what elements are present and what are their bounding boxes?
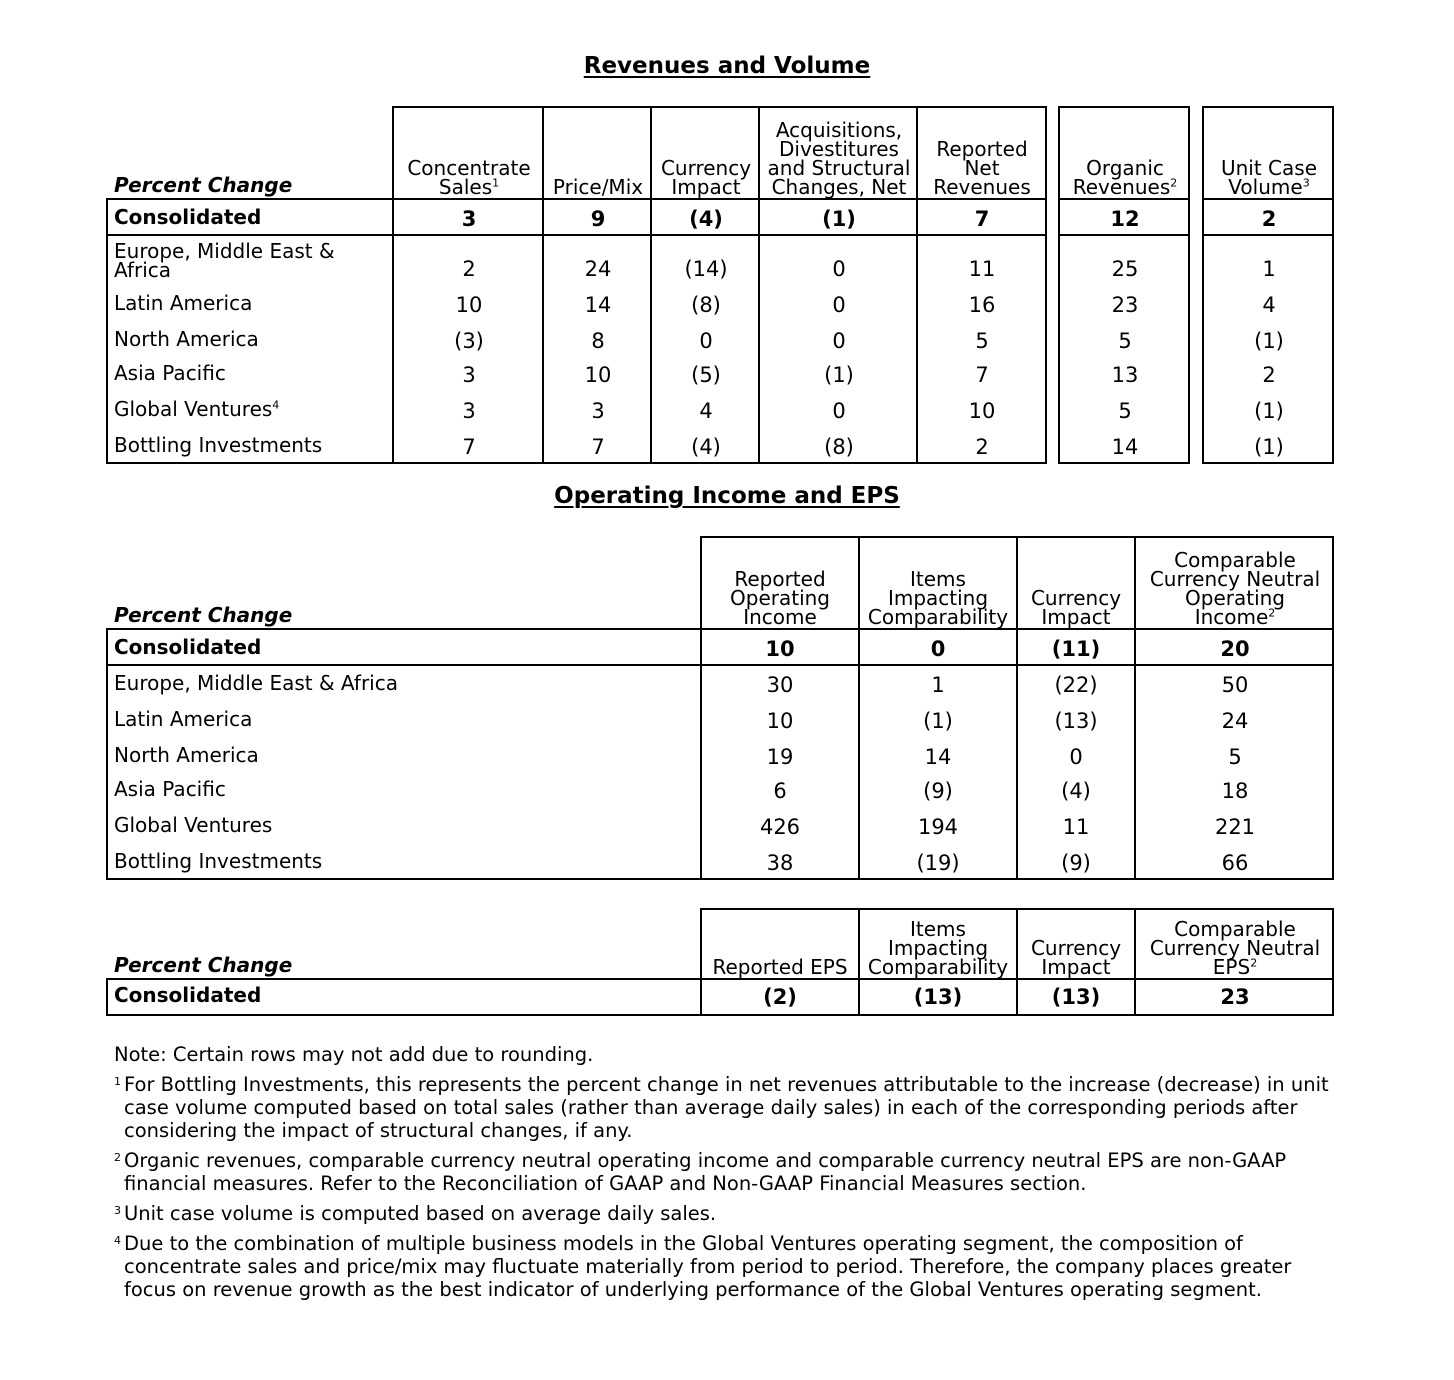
- column-header-line: Impact: [1041, 955, 1111, 979]
- footnote-text: Organic revenues, comparable currency neutral operating income and comparable currency neutral EPS are non-GAAP financial measures. Refer to the Reconciliation of GAAP and Non-GAAP Financial Measures section.: [124, 1149, 1287, 1195]
- table-cell: 14: [1111, 435, 1139, 459]
- row-label-line: Europe, Middle East &: [114, 239, 335, 263]
- column-header-line: and Structural: [767, 156, 911, 180]
- row-label: [114, 671, 398, 695]
- table-cell: (5): [691, 363, 721, 387]
- consolidated-rule: [392, 234, 1047, 236]
- table-cell: (14): [684, 257, 728, 281]
- row-label: [114, 361, 226, 385]
- footnote-mark: 2: [1250, 956, 1258, 970]
- table-cell: 14: [924, 745, 952, 769]
- column-header: [544, 106, 652, 200]
- table-cell: 7: [975, 363, 989, 387]
- table-cell: 2: [1262, 363, 1276, 387]
- table-cell: (9): [1061, 851, 1091, 875]
- table-cell: 7: [462, 435, 476, 459]
- table-cell: 13: [1111, 363, 1139, 387]
- column-header-line: Currency: [1030, 936, 1122, 960]
- table-cell: 19: [766, 745, 794, 769]
- table-cell: 20: [1220, 637, 1250, 661]
- column-header-line: Net: [964, 156, 1000, 180]
- table-cell: 194: [917, 815, 959, 839]
- table-cell: 11: [968, 257, 996, 281]
- row-label-text: Consolidated: [114, 983, 262, 1007]
- table-cell: 50: [1221, 673, 1249, 697]
- table-cell: (13): [913, 985, 963, 1009]
- table-cell: 66: [1221, 851, 1249, 875]
- column-header-line: Items: [910, 567, 966, 591]
- column-header-line: Operating: [1185, 586, 1285, 610]
- row-label-text: Global Ventures$^4$: [114, 397, 280, 421]
- column-header-line: Income$^2$: [1194, 605, 1276, 629]
- row-label-text: Bottling Investments: [114, 849, 323, 873]
- table-cell: 1: [931, 673, 945, 697]
- column-header-line: Impacting: [887, 936, 989, 960]
- column-header-line: Unit Case: [1220, 156, 1317, 180]
- column-header-line: Acquisitions,: [775, 118, 903, 142]
- table-cell: 18: [1221, 779, 1249, 803]
- table-cell: (2): [763, 985, 797, 1009]
- table-cell: 3: [461, 207, 477, 231]
- table-cell: 5: [1118, 399, 1132, 423]
- column-header-line: Income: [743, 605, 817, 629]
- footnote-mark: 2: [1170, 176, 1178, 190]
- column-header-line: Comparable: [1174, 917, 1296, 941]
- column-header-line: Revenues$^2$: [1072, 175, 1178, 199]
- column-header-line: Reported EPS: [712, 955, 848, 979]
- footnote: [114, 1202, 1344, 1225]
- table-cell: 0: [930, 637, 946, 661]
- table-cell: (4): [1061, 779, 1091, 803]
- column-header-line: Price/Mix: [552, 175, 644, 199]
- row-label: [114, 397, 280, 421]
- column-header: [1136, 908, 1334, 980]
- row-label-text: Consolidated: [114, 205, 262, 229]
- table-cell: 0: [832, 257, 846, 281]
- table-cell: 12: [1110, 207, 1140, 231]
- column-header-line: Comparability: [867, 955, 1009, 979]
- row-label: [114, 983, 262, 1007]
- column-header-line: Impacting: [887, 586, 989, 610]
- footnote-mark: 3: [114, 1204, 121, 1217]
- table-cell: (11): [1051, 637, 1101, 661]
- operating-title: Operating Income and EPS: [554, 483, 900, 509]
- table-cell: 0: [1069, 745, 1083, 769]
- column-header-line: Divestitures: [779, 137, 899, 161]
- column-header-line: Reported: [734, 567, 826, 591]
- column-header: [702, 536, 858, 630]
- table-cell: (8): [824, 435, 854, 459]
- table-cell: 38: [766, 851, 794, 875]
- row-label: [114, 205, 262, 229]
- row-label-text: Latin America: [114, 707, 253, 731]
- table-cell: (19): [916, 851, 960, 875]
- footnote-mark: 1: [492, 176, 500, 190]
- column-header-line: Currency: [660, 156, 752, 180]
- row-label: [114, 291, 253, 315]
- table-cell: 10: [765, 637, 795, 661]
- row-label: [114, 707, 253, 731]
- table-cell: 10: [766, 709, 794, 733]
- table-cell: 14: [584, 293, 612, 317]
- column-header-line: Operating: [730, 586, 830, 610]
- table-cell: (9): [923, 779, 953, 803]
- table-cell: 10: [455, 293, 483, 317]
- consolidated-rule: [106, 234, 392, 236]
- row-label-text: Global Ventures: [114, 813, 273, 837]
- table-cell: 23: [1220, 985, 1250, 1009]
- footnote-mark: 3: [1302, 176, 1310, 190]
- table-cell: 6: [773, 779, 787, 803]
- table-cell: 24: [1221, 709, 1249, 733]
- column-header-line: Currency: [1030, 586, 1122, 610]
- row-label: [114, 777, 226, 801]
- table-cell: 10: [968, 399, 996, 423]
- rounding-note: Note: Certain rows may not add due to rounding.: [114, 1043, 594, 1066]
- table-cell: (1): [1254, 329, 1284, 353]
- row-label-text: Europe, Middle East & Africa: [114, 671, 398, 695]
- table-cell: 4: [1262, 293, 1276, 317]
- column-header-line: Currency Neutral: [1149, 936, 1321, 960]
- table-cell: (4): [691, 435, 721, 459]
- row-label: [114, 635, 262, 659]
- table-cell: 3: [591, 399, 605, 423]
- footnote-text: Due to the combination of multiple business models in the Global Ventures operating segment, the composition of concentrate sales and price/mix may fluctuate materially from period to period. Therefore, the company places greater focus on revenue growth as the best indicator of underlying performance of the Global Ventures operating segment.: [124, 1232, 1292, 1301]
- table-cell: 11: [1062, 815, 1090, 839]
- table-cell: (13): [1054, 709, 1098, 733]
- table-cell: 7: [974, 207, 990, 231]
- column-header: [1060, 106, 1190, 200]
- table-cell: 0: [832, 399, 846, 423]
- table-cell: 2: [1261, 207, 1277, 231]
- row-label: [114, 327, 259, 351]
- footnote: [114, 1149, 1344, 1195]
- row-label: [114, 849, 323, 873]
- column-header: [394, 106, 544, 200]
- table-cell: 9: [590, 207, 606, 231]
- row-label-text: North America: [114, 743, 259, 767]
- table-cell: 5: [1228, 745, 1242, 769]
- footnote: [114, 1232, 1344, 1301]
- column-header: [702, 908, 858, 980]
- table-cell: 23: [1111, 293, 1139, 317]
- consolidated-rule: [1058, 234, 1190, 236]
- column-header-line: Concentrate: [407, 156, 531, 180]
- row-label: [114, 433, 323, 457]
- footnote: [114, 1073, 1344, 1142]
- table-cell: 3: [462, 363, 476, 387]
- footnote-mark: 4: [272, 398, 280, 412]
- percent-change-label: Percent Change: [114, 953, 293, 977]
- column-header: [918, 106, 1046, 200]
- column-header-line: Changes, Net: [771, 175, 907, 199]
- table-cell: (1): [822, 207, 856, 231]
- column-header: [1018, 536, 1134, 630]
- table-cell: 4: [699, 399, 713, 423]
- footnote-mark: 1: [114, 1075, 121, 1088]
- table-cell: 1: [1262, 257, 1276, 281]
- footnote-text: Unit case volume is computed based on average daily sales.: [124, 1202, 717, 1225]
- table-cell: 3: [462, 399, 476, 423]
- footnote-text: For Bottling Investments, this represents the percent change in net revenues attributable to the increase (decrease) in unit case volume computed based on total sales (rather than average daily sales) in each of the corresponding periods after considering the impact of structural changes, if any.: [124, 1073, 1329, 1142]
- column-header-line: Sales$^1$: [438, 175, 500, 199]
- table-cell: (1): [824, 363, 854, 387]
- column-header: [1018, 908, 1134, 980]
- table-cell: 2: [975, 435, 989, 459]
- table-cell: 426: [759, 815, 801, 839]
- table-cell: 7: [591, 435, 605, 459]
- footnote-mark: 2: [1268, 606, 1276, 620]
- revenues-title: Revenues and Volume: [583, 53, 871, 79]
- table-cell: (22): [1054, 673, 1098, 697]
- table-cell: (1): [1254, 399, 1284, 423]
- table-cell: 0: [832, 293, 846, 317]
- column-header-line: Impact: [1041, 605, 1111, 629]
- table-cell: 0: [832, 329, 846, 353]
- row-label: [114, 743, 259, 767]
- column-header: [760, 106, 918, 200]
- consolidated-rule: [106, 664, 1334, 666]
- column-header: [1204, 106, 1334, 200]
- column-header: [1136, 536, 1334, 630]
- table-cell: (3): [454, 329, 484, 353]
- row-label-text: Asia Pacific: [114, 777, 226, 801]
- column-header: [652, 106, 760, 200]
- table-cell: 25: [1111, 257, 1139, 281]
- table-cell: 16: [968, 293, 996, 317]
- column-header-line: Volume$^3$: [1228, 175, 1310, 199]
- column-header-line: Organic: [1086, 156, 1164, 180]
- column-header-line: Currency Neutral: [1149, 567, 1321, 591]
- column-header-line: Comparability: [867, 605, 1009, 629]
- row-label-text: Bottling Investments: [114, 433, 323, 457]
- row-label-text: Latin America: [114, 291, 253, 315]
- table-cell: 5: [975, 329, 989, 353]
- column-header-line: EPS$^2$: [1212, 955, 1258, 979]
- table-cell: 221: [1214, 815, 1256, 839]
- percent-change-label: Percent Change: [114, 173, 293, 197]
- column-header-line: Comparable: [1174, 548, 1296, 572]
- table-cell: (8): [691, 293, 721, 317]
- column-header-line: Items: [910, 917, 966, 941]
- column-header-line: Reported: [936, 137, 1028, 161]
- row-label-text: Asia Pacific: [114, 361, 226, 385]
- table-cell: 2: [462, 257, 476, 281]
- footnote-mark: 4: [114, 1234, 121, 1247]
- table-cell: (1): [1254, 435, 1284, 459]
- table-cell: (4): [689, 207, 723, 231]
- row-label: [114, 813, 273, 837]
- row-label-text: Consolidated: [114, 635, 262, 659]
- column-header: [860, 536, 1016, 630]
- column-header-line: Impact: [671, 175, 741, 199]
- table-cell: 24: [584, 257, 612, 281]
- table-cell: 5: [1118, 329, 1132, 353]
- column-header: [860, 908, 1016, 980]
- table-cell: (13): [1051, 985, 1101, 1009]
- table-cell: 30: [766, 673, 794, 697]
- row-label: [114, 239, 335, 282]
- row-label-line: Africa: [114, 258, 172, 282]
- footnote-mark: 2: [114, 1151, 121, 1164]
- percent-change-label: Percent Change: [114, 603, 293, 627]
- column-header-line: Revenues: [933, 175, 1031, 199]
- row-label-text: North America: [114, 327, 259, 351]
- consolidated-rule: [1202, 234, 1334, 236]
- table-cell: 0: [699, 329, 713, 353]
- footnotes: [114, 1043, 1344, 1308]
- table-cell: 10: [584, 363, 612, 387]
- table-cell: (1): [923, 709, 953, 733]
- table-cell: 8: [591, 329, 605, 353]
